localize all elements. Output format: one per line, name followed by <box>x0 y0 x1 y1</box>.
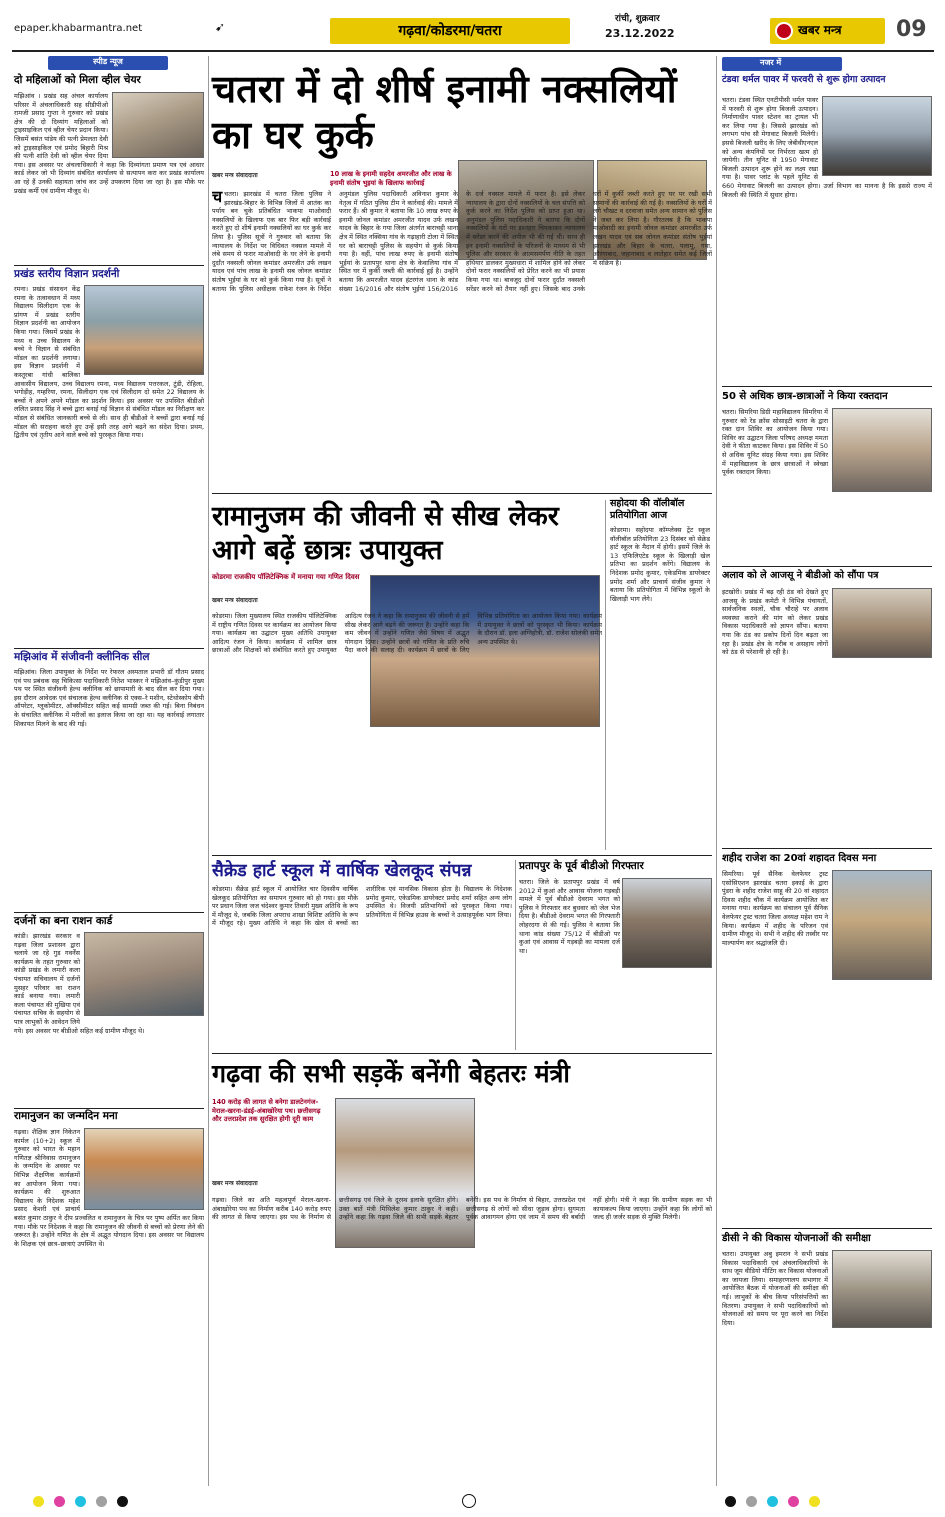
lead-headline: चतरा में दो शीर्ष इनामी नक्सलियों का घर कुर्क <box>212 67 677 157</box>
volleyball-body: कोडरमा। सहोदया कॉम्प्लेक्स ट्रेंट स्कूल वॉलीबॉल प्रतियोगिता 23 दिसंबर को सेक्रेड हार्ट स्कूल के मैदान में होगी। इसमें जिले के 13 एफिलिएटेड स्कूल के खिलाड़ी खेल प्रतिभा का प्रदर्शन करेंगे। विद्यालय के निदेशक प्रमोद कुमार, एकेडमिक डायरेक्टर प्रमोद शर्मा और प्राचार्य संजीव कुमार ने बताया कि प्रतियोगिता में विभिन्न स्कूलों के खिलाड़ी भाग लेंगे। <box>610 526 710 603</box>
blood-donation-body: चतरा। सिमरिया डिग्री महाविद्यालय सिमरिया में गुरुवार को रेड क्रॉस सोसाइटी चतरा के द्वारा रक्त दान शिविर का आयोजन किया गया। शिविर का उद्घाटन जिला परिषद अध्यक्ष ममता देवी ने फीता काटकर किया। इस शिविर में 50 से अधिक यूनिट संग्रह किया गया। इस शिविर में महाविद्यालय के छात्र छात्राओं ने स्वेच्छा पूर्वक रक्तदान किया। <box>722 408 828 477</box>
divider <box>14 912 204 913</box>
divider <box>14 1108 204 1109</box>
story-science-headline: प्रखंड स्तरीय विज्ञान प्रदर्शनी <box>14 268 120 280</box>
sacred-heart-headline: सैक्रेड हार्ट स्कूल में वार्षिक खेलकूद संपन्न <box>212 861 472 881</box>
lead-byline: खबर मन्त्र संवाददाता <box>212 172 258 179</box>
roads-body: गढ़वा। जिले का अति महत्वपूर्ण मेराल-खरना-अंबाखोरेया पथ का निर्माण करीब 140 करोड़ रुपए की लागत से किया जाएगा। इस पथ के निर्माण से छत्तीसगढ़ एवं जिले के दूरस्थ इलाके सुरक्षित होंगे। उक्त बातें मंत्री मिथिलेश कुमार ठाकुर ने कही। उन्होंने कहा कि गढ़वा जिले की सभी सड़कें बेहतर बनेंगी। इस पथ के निर्माण से बिहार, उत्तरप्रदेश एवं छत्तीसगढ़ से लोगों को सीधा जुड़ाव होगा। सुगमता पूर्वक आवागमन होगा एवं जाम में समय की बर्बादी नहीं होगी। मंत्री ने कहा कि ग्रामीण सड़क का भी कायाकल्प किया जाएगा। उन्होंने कहा कि लोगों को जल्द ही जर्जर सड़क से मुक्ति मिलेगी। <box>212 1196 712 1222</box>
lead-body: चचतरा। झारखंड में चतरा जिला पुलिस ने झारखंड-बिहार के विभिन्न जिलों में आतंक का पर्याय बन चुके प्रतिबंधित भाकपा माओवादी नक्सलियों के खिलाफ एक बार फिर बड़ी कार्रवाई करते हुए दो शीर्ष इनामी नक्सलियों का घर कुर्क कर लिया है। पुलिस सूत्रों ने गुरुवार को बताया कि न्यायालय के निर्देश पर विधिवत नक्सल मामले में लंबे समय से फरार माओवादी के घर लेने के इनामी दुर्दांत नक्सली जोनल कमांडर अमरजीत उर्फ लखन यादव एवं पांच लाख के इनामी सब जोनल कमांडर संतोष भुईयां के घर को कुर्क किया गया है। सूत्रों ने बताया कि पुलिस अधीक्षक राकेश रंजन के निर्देश अनुमंडल पुलिस पदाधिकारी अविनाश कुमार के नेतृत्व में गठित पुलिस टीम ने कार्रवाई की। मामले में फरार हैं। श्री कुमार ने बताया कि 10 लाख रुपए के इनामी जोनल कमांडर अमरजीत यादव उर्फ लखन यादव के बिहार के गया जिला अंतर्गत बाराचट्टी थाना क्षेत्र में स्थित नक्सिया गांव के गढ़ाहारी टोला में स्थित घर को बाराचट्टी पुलिस के सहयोग से कुर्क किया गया है। वहीं, पांच लाख रुपए के इनामी संतोष भुईयां के प्रतापपुर थाना क्षेत्र के केवालिया गांव में स्थित घर में कुर्की जब्ती की कार्रवाई हुई है। उन्होंने बताया कि अमरजीत यादव हंटरगंज थाना के कांड संख्या 16/2016 और संतोष भुईयां 156/2016 के दर्ज नक्सल मामले में फरार है। इसे लेकर न्यायालय के द्वारा दोनों नक्सलियों के चल संपत्ति को कुर्क करने का निर्देश पुलिस को प्राप्त हुआ था। अनुमंडल पुलिस पदाधिकारी ने बताया कि दोनों नक्सलियों के घरों पर इश्तहार चिपकाकर न्यायालय में सरेंडर करने की अपील भी की गई थी। साथ ही इन इनामी नक्सलियों के परिजनों के माध्यम से भी पुलिस और सरकार के आत्मसमर्पण नीति के तहत हथियार डालकर मुख्यधारा में शामिल होने को लेकर दोनों फरार नक्सलियों को प्रेरित करने का भी प्रयास किया गया था। बावजूद दोनों फरार दुर्दांत नक्सली सरेंडर करने को तैयार नहीं हुए। जिसके बाद उनके घरों में कुर्की जब्ती करते हुए घर पर रखी सभी सामानों की कार्रवाई की गई है। नक्सलियों के घरों में लगे चौखट व दरवाजा समेत अन्य सामान को पुलिस ने जब्त कर लिया है। गौरतलब है कि भाकपा माओवादी का इनामी जोनल कमांडर अमरजीत उर्फ लखन यादव एवं सब जोनल कमांडर संतोष भुईयां झारखंड और बिहार के चतरा, पलामू, गया, औरंगाबाद, जहानाबाद व लातेहार समेत कई जिलों में सक्रिय है। <box>212 190 712 293</box>
story-wheelchair-body: मझिआंव । प्रखंड सह अंचल कार्यालय परिसर में अंचलाधिकारी सह सीडीपीओ रामजी प्रसाद गुप्ता ने गुरुवार को प्रखंड क्षेत्र की दो दिव्यांग महिलाओं को ट्राइसाइकिल एवं व्हील चेयर प्रदान किया। जिसमें बसंत पांडेय की पत्नी प्रेमलता देवी को ट्राइसाइकिल एवं प्रमोद बिहारी मिश्र की पत्नी शांति देवी को व्हील चेयर दिया गया। इस अवसर पर अंचलाधिकारी ने कहा कि दिव्यांगता प्रमाण पत्र एवं आधार कार्ड लेकर जो भी दिव्यांग संबंधित कार्यालय से सत्यापन करा कर प्रखंड कार्यालय आ रहे हैं उनकी सहायता जांच कर उन्हें उपकरण दिया जा रहा है। इस मौके पर प्रखंड कर्मी एवं ग्रामीण मौजूद थे। <box>14 92 204 195</box>
speed-news-label: स्पीड न्यूज <box>93 57 123 66</box>
story-ration-headline: दर्जनों का बना राशन कार्ड <box>14 915 113 927</box>
divider <box>722 848 932 849</box>
divider <box>722 386 932 387</box>
story-birthday-headline: रामानुजन का जन्मदिन मना <box>14 1110 118 1122</box>
pointer-icon: ➹ <box>215 20 226 34</box>
column-rule <box>515 860 516 1050</box>
brand-logo-icon <box>775 22 793 40</box>
bonfire-body: इटखोरी। प्रखंड में बढ़ रही ठंड को देखते हुए आजसू के प्रखंड कमेटी ने विभिन्न पंचायतों, सार्वजनिक स्थलों, चौक चौराहे पर अलाव व्यवस्था कराने की मांग को लेकर प्रखंड विकास पदाधिकारी को ज्ञापन सौंपा। बताया गया कि ठंड का प्रकोप दिनों दिन बढ़ता जा रहा है। प्रखंड क्षेत्र के गरीब व असहाय लोगों को ठंड से परेशानी हो रही है। <box>722 588 828 657</box>
story-science-body: रमना। प्रखंड संसाधन केंद्र रमना के तत्वावधान में मध्य विद्यालय सिलीदाग एक के प्रांगण में प्रखंड स्तरीय विज्ञान प्रदर्शनी का आयोजन किया गया। जिसमें प्रखंड के मध्य व उच्च विद्यालय के बच्चे ने विज्ञान से संबंधित मॉडल का प्रदर्शनी लगाया। इस विज्ञान प्रदर्शनी में कस्तूरबा गांधी बालिका आवासीय विद्यालय, उच्च विद्यालय रमना, मध्य विद्यालय पत्तरकल, टुंडी, रोहिला, भगोड़ीह, गम्हरिया, रमना, सिलीदाग एक एवं सिलीदाग दो समेत 22 विद्यालय के बच्चों ने अपने अपने मॉडल का प्रदर्शन किया। इस अवसर पर उपस्थित बीडीओ ललित प्रसाद सिंह ने बच्चे द्वारा बनाई गई विज्ञान से संबंधित मॉडल का निरीक्षण कर मॉडल से संबंधित जानकारी बच्चे से ली। साथ ही बीडीओ ने बच्चों द्वारा बनाई गई मॉडल की सराहना करते हुए उन्हें इसी तरह आगे बढ़ने का संदेश दिया। प्रथम, द्वितीय एवं तृतीय आने वाले बच्चे को पुरस्कृत किया गया। <box>14 285 204 440</box>
dc-review-body: चतरा। उपायुक्त अबु इमरान ने सभी प्रखंड विकास पदाधिकारी एवं अंचलाधिकारियों के साथ जूम वीडियो मीटिंग कर विकास योजनाओं का जायजा लिया। समाहरणालय सभागार में आयोजित बैठक में योजनाओं की समीक्षा की गई। लाभुकों के बीच किया परिसंपत्तियों का वितरण। उपायुक्त ने सभी पदाधिकारियों को योजनाओं को समय पर पूरा करने का निर्देश दिया। <box>722 1250 828 1327</box>
divider <box>212 855 712 856</box>
story-wheelchair-headline: दो महिलाओं को मिला व्हील चेयर <box>14 74 141 86</box>
roads-byline: खबर मन्त्र संवाददाता <box>212 1180 258 1187</box>
volleyball-headline: सहोदया की वॉलीबॉल प्रतियोगिता आज <box>610 498 685 522</box>
roads-headline: गढ़वा की सभी सड़कें बनेंगी बेहतरः मंत्री <box>212 1059 570 1088</box>
masthead-site[interactable]: epaper.khabarmantra.net <box>14 23 143 34</box>
divider <box>212 1053 712 1054</box>
thermal-headline: टंडवा थर्मल पावर में फरवरी से शुरू होगा उत्पादन <box>722 74 886 85</box>
nazar-tag <box>722 57 842 71</box>
registration-crosshair-icon <box>462 1494 476 1508</box>
page-number: 09 <box>896 17 927 42</box>
story-ration-body: कांडी। झारखंड सरकार व गढ़वा जिला प्रशासन द्वारा चलाये जा रहे गुड गवर्नेंस कार्यक्रम के तहत गुरुवार को कांडी प्रखंड के लमारी कला पंचायत सचिवालय में दर्जनों मुसहर परिवार का राशन कार्ड बनाया गया। लमारी कला पंचायत की मुखिया एवं पंचायत सचिव के सहयोग से पात्र लाभुकों के आवेदन लिये गये। इस अवसर पर बीडीओ सहित कई ग्रामीण मौजूद थे। <box>14 932 145 1035</box>
story-clinic-body: मझिआंव। जिला उपायुक्त के निर्देश पर रेफरल अस्पताल प्रभारी डॉ गौतम प्रसाद एवं पथ प्रबंधक सह चिकित्सा पदाधिकारी नितेश भास्कर ने मझिआंव–कुंडीपुर मुख्य पथ पर स्थित संजीवनी हेल्थ क्लीनिक को छापामारी के बाद सील कर दिया गया। इस दौरान आवेदक एवं संचालक हेल्थ क्लीनिक से एक्स–रे मशीन, स्टेथोस्कोप बीपी ऑपरेटर, ग्लूकोमीटर, ऑक्सीमीटर सहित कई सामग्री जब्त की गई। बिना निबंधन के संचालित क्लीनिक में मरीजों का इलाज किया जा रहा था। यह कार्रवाई लगातार शिकायत मिलने के बाद की गई। <box>14 668 204 728</box>
dc-review-headline: डीसी ने की विकास योजनाओं की समीक्षा <box>722 1233 871 1244</box>
martyr-day-headline: शहीद राजेश का 20वां शहादत दिवस मना <box>722 853 877 864</box>
martyr-day-body: सिमरिया। पूर्व सैनिक वेलफेयर ट्रस्ट एसोसिएशन झारखंड चतरा इकाई के द्वारा पुंडरा के शहीद राजेश साहू की 20 वां शहादत दिवस शहीद चौक में कार्यक्रम आयोजित कर मनाया गया। कार्यक्रम का संचालन पूर्व सैनिक वेलफेयर ट्रस्ट चतरा जिला अध्यक्ष महेश राम ने किया। कार्यक्रम में शहीद के परिजन एवं ग्रामीण मौजूद थे। सभी ने शहीद की तस्वीर पर माल्यार्पण कर श्रद्धांजलि दी। <box>722 870 828 947</box>
blood-donation-headline: 50 से अधिक छात्र-छात्राओं ने किया रक्तदान <box>722 391 888 402</box>
column-rule <box>605 500 606 850</box>
ramanujan-body: कोडरमा। जिला मुख्यालय स्थित राजकीय पॉलिटेक्निक में राष्ट्रीय गणित दिवस पर कार्यक्रम का आयोजन किया गया। कार्यक्रम का उद्घाटन मुख्य अतिथि उपायुक्त आदित्य रंजन ने किया। कार्यक्रम में शामिल छात्र छात्राओं और शिक्षकों को संबोधित करते हुए उपायुक्त आदित्य रंजन ने कहा कि रामानुजम की जीवनी से हमें सीख लेकर आगे बढ़ने की जरूरत है। उन्होंने कहा कि कम जीवन में उन्होंने गणित जैसे विषय में अद्भुत योगदान दिया। उन्होंने छात्रों को गणित के प्रति रुचि पैदा करने की सलाह दी। कार्यक्रम में छात्रों के लिए विभिन्न प्रतियोगिता का आयोजन किया गया। कार्यक्रम में उपायुक्त ने छात्रों को पुरस्कृत भी किया। कार्यक्रम के दौरान डॉ. इला अग्निहोत्री, डॉ. राजेश सोलंकी समेत अन्य उपस्थित थे। <box>212 612 602 655</box>
ramanujan-byline: खबर मन्त्र संवाददाता <box>212 597 258 604</box>
roads-blurb: 140 करोड़ की लागत से बनेगा डालटेनगंज-मेराल-खरना-डंडई-अंबाखोरेया पथ। छत्तीसगढ़ और उत्तरप्रदेश तक सुरक्षित होगी दूरी काम <box>212 1098 321 1124</box>
lead-blurb: 10 लाख के इनामी सहदेव अमरजीत और लाख के इनामी संतोष भुइयां के खिलाफ कार्रवाई <box>330 170 452 187</box>
divider <box>14 648 204 649</box>
sacred-heart-body: कोडरमा। सैक्रेड हार्ट स्कूल में आयोजित चार दिवसीय वार्षिक खेलकूद प्रतियोगिता का समापन गुरुवार को हो गया। इस मौके पर प्रधान जिला जज चंदेश्वर कुमार तिवारी मुख्य अतिथि के रूप में मौजूद थे, जबकि जिला अपराध शाखा विशिष्ट अतिथि के रूप में मौजूद रहे। मुख्य अतिथि ने कहा कि खेल से बच्चों का शारीरिक एवं मानसिक विकास होता है। विद्यालय के निदेशक प्रमोद कुमार, एकेडमिक डायरेक्टर प्रमोद शर्मा सहित अन्य लोग उपस्थित थे। विजयी प्रतिभागियों को पुरस्कृत किया गया। प्रतियोगिता में विभिन्न हाउस के बच्चों ने उत्साहपूर्वक भाग लिया। <box>212 885 512 928</box>
divider <box>14 265 204 266</box>
ramanujan-subhead: कोडरमा राजकीय पॉलिटेक्निक में मनाया गया गणित दिवस <box>212 573 360 581</box>
nazar-label: नजर में <box>760 58 782 67</box>
bonfire-headline: अलाव को ले आजसू ने बीडीओ को सौंपा पत्र <box>722 570 879 581</box>
bdo-arrest-headline: प्रतापपुर के पूर्व बीडीओ गिरफ्तार <box>519 860 644 872</box>
column-rule <box>716 56 717 1486</box>
story-clinic-headline: मझिआंव में संजीवनी क्लीनिक सील <box>14 651 150 663</box>
divider <box>212 493 712 494</box>
brand-name: खबर मन्त्र <box>798 23 842 37</box>
story-birthday-body: गढ़वा। शैक्षिक ज्ञान निकेतन कार्मल (10+2) स्कूल में गुरुवार को भारत के महान गणितज्ञ श्रीनिवास रामानुजन के जन्मदिन के अवसर पर विभिन्न शैक्षणिक कार्यक्रमों का आयोजन किया गया। कार्यक्रम की शुरुआत विद्यालय के निदेशक महेश प्रसाद केशरी एवं प्राचार्य बसंत कुमार ठाकुर ने दीप प्रज्वलित व रामानुजन के चित्र पर पुष्प अर्पित कर किया गया। मौके पर निदेशक ने कहा कि रामानुजन की जीवनी से बच्चों को प्रेरणा लेने की जरूरत है। उन्होंने गणित के क्षेत्र में अद्भुत योगदान दिया। इस अवसर पर विद्यालय के शिक्षक एवं छात्र–छात्राएं उपस्थित थे। <box>14 1128 204 1248</box>
registration-dots-right <box>720 1496 825 1510</box>
thermal-body: चतरा। टंडवा स्थित एनटीपीसी थर्मल पावर में फरवरी से शुरू होगा बिजली उत्पादन। निर्माणाधीन पावर स्टेशन का ट्रायल भी कर लिया गया है। जिससे झारखंड को लगभग पांच सौ मेगावाट बिजली मिलेगी। इससे बिजली खरीद के लिए जेबीवीएनएल को अन्य कंपनियों पर निर्भरता खत्म हो जायेगी। तीन यूनिट से 1950 मेगावाट बिजली उत्पादन शुरू होने का लक्ष्य रखा गया है। पावर प्लांट के पहले यूनिट से 660 मेगावाट बिजली का उत्पादन होगा। उर्जा विभाग का मानना है कि इससे राज्य में बिजली की स्थिति में सुधार होगा। <box>722 96 932 199</box>
ramanujan-headline: रामानुजम की जीवनी से सीख लेकर आगे बढ़ें छात्रः उपायुक्त <box>212 501 559 566</box>
column-rule <box>208 56 209 1486</box>
bdo-arrest-body: चतरा। जिले के प्रतापपुर प्रखंड में वर्ष 2012 में कुआं और आवास योजना गड़बड़ी मामले में पूर्व बीडीओ देवराम भगत को पुलिस ने गिरफ्तार कर बुधवार को जेल भेज दिया है। बीडीओ देवराम भगत की गिरफ्तारी लोहरदगा से की गई। पुलिस ने बताया कि थाना कांड संख्या 75/12 में बीडीओ पर कुआं एवं आवास में गड़बड़ी का मामला दर्ज था। <box>519 878 620 955</box>
dateline-city: रांची, शुक्रवार <box>615 14 660 24</box>
registration-dots-left <box>28 1496 133 1510</box>
header-rule <box>12 50 934 52</box>
dateline-date: 23.12.2022 <box>605 27 675 40</box>
dropcap: च <box>212 190 223 206</box>
divider <box>722 1228 932 1229</box>
edition-title: गढ़वा/कोडरमा/चतरा <box>398 23 502 39</box>
divider <box>722 566 932 567</box>
